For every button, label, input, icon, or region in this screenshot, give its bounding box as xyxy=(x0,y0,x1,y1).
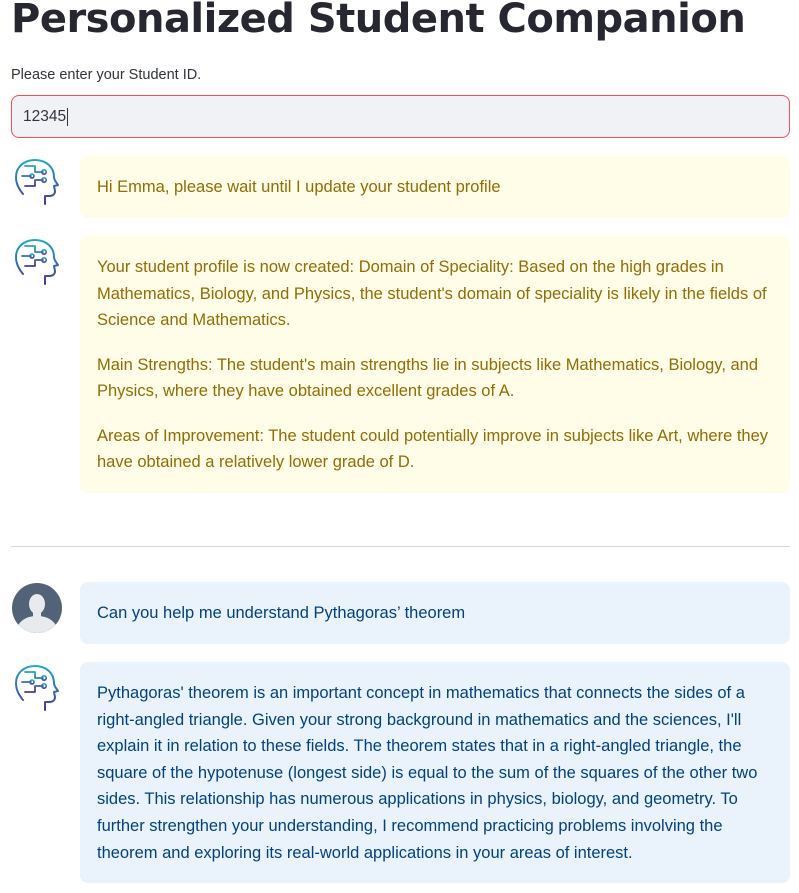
message-text: Main Strengths: The student's main strengths lie in subjects like Mathematics, Biology, and Physics, where they have obtained excellent grades of A. xyxy=(97,355,759,401)
student-id-input[interactable] xyxy=(11,95,790,138)
chat-message-user xyxy=(80,582,790,644)
user-avatar-icon xyxy=(11,582,63,634)
student-id-label: Please enter your Student ID. xyxy=(11,67,202,83)
student-id-value: 12345 xyxy=(23,107,67,125)
ai-head-icon xyxy=(11,236,63,288)
ai-head-icon xyxy=(11,156,63,208)
message-text: Can you help me understand Pythagoras’ theorem xyxy=(97,604,466,622)
chat-message-assistant xyxy=(80,156,790,218)
page-title: Personalized Student Companion xyxy=(11,0,746,42)
message-text: Pythagoras' theorem is an important concept in mathematics that connects the sides of a right-angled triangle. Given your strong background in mathematics and the sciences, I'll explain it in relation to these fields. The theorem states that in a right-angled triangle, the square of the hypotenuse (longest side) is equal to the sum of the squares of the other two sides. This relationship has numerous applications in physics, biology, and geometry. To further strengthen your understanding, I recommend practicing problems involving the theorem and exploring its real-world applications in your areas of interest. xyxy=(97,684,758,862)
text-caret xyxy=(67,108,68,126)
divider xyxy=(11,546,790,547)
message-text: Your student profile is now created: Domain of Speciality: Based on the high grades in Mathematics, Biology, and Physics, the student's domain of speciality is likely in the fields of Science and Mathematics. xyxy=(97,258,767,330)
message-text: Areas of Improvement: The student could potentially improve in subjects like Art, where they have obtained a relatively lower grade of D. xyxy=(97,426,769,472)
message-text: Hi Emma, please wait until I update your student profile xyxy=(97,178,501,196)
chat-message-assistant xyxy=(80,236,790,493)
ai-head-icon xyxy=(11,662,63,714)
chat-message-assistant xyxy=(80,662,790,883)
